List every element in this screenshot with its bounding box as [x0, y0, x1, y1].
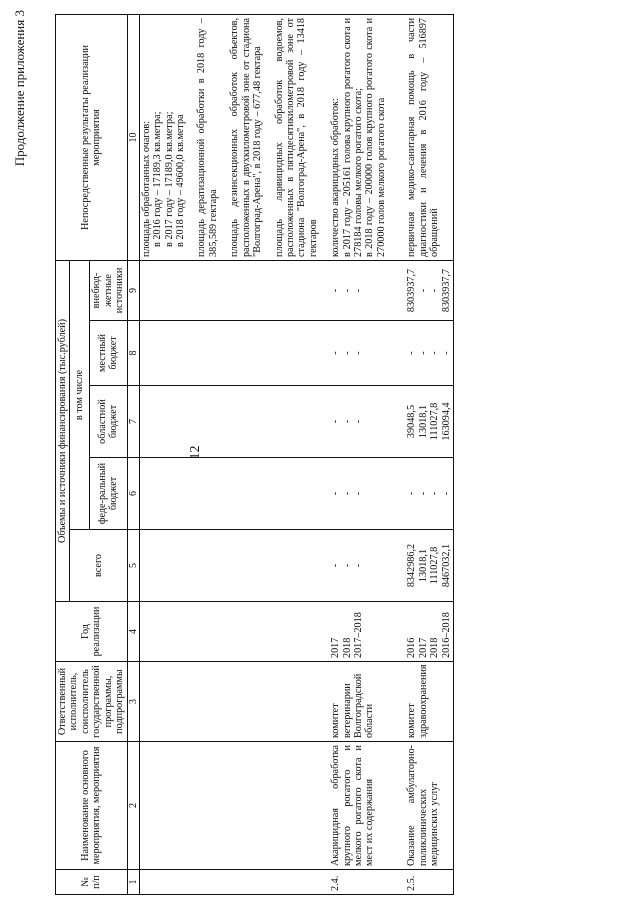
local-values: - - - -	[398, 321, 453, 386]
col-number: 2	[127, 742, 139, 870]
row-number: 2.4.	[320, 870, 398, 895]
result-text: площадь дератизационной обработки в 2018 году – 385,589 гектара	[196, 17, 219, 257]
result-text: в 2017 году – 17189,0 кв.метра;	[163, 111, 175, 247]
result-cell	[320, 14, 398, 260]
col-number: 9	[127, 260, 139, 320]
table-row	[320, 14, 398, 894]
col-number: 5	[127, 530, 139, 602]
activity-name: Оказание амбулаторно-поликлинических медицинских услуг	[398, 742, 453, 870]
header-executor: Ответственный исполнитель, соисполнитель государственной программы, подпрограммы	[56, 662, 128, 742]
program-table	[55, 14, 454, 895]
result-text: в 2016 году – 17189,3 кв.метра;	[152, 111, 164, 247]
continuation-label: Продолжение приложения 3	[12, 10, 27, 167]
federal-values: - - -	[320, 458, 398, 530]
executor: комитет здравоохранения	[398, 662, 453, 742]
regional-values: - - -	[320, 386, 398, 458]
total-values: 8342986,2 13018,1 111027,8 8467032,1	[398, 530, 453, 602]
activity-name: Акарицидная обработка крупного рогатого и мелкого рогатого скота и мест их содержания	[320, 742, 398, 870]
result-text: количество акарицидных обработок:	[330, 98, 342, 257]
result-text: площадь ларвицидных обработок водоемов, расположенных в пятидесятикилометровой зоне от стадиона "Волгоград-Арена", в 2018 году – 13418 гектаров	[273, 17, 319, 257]
table-row	[398, 14, 453, 894]
years: 2016 2017 2018 2016–2018	[398, 602, 453, 662]
header-federal: феде-ральный бюджет	[90, 458, 127, 530]
header-result: Непосредственные результаты реализации мероприятия	[56, 14, 128, 260]
header-regional: областной бюджет	[90, 386, 127, 458]
header-funding: Объемы и источники финансирования (тыс.рублей)	[56, 260, 70, 601]
col-number: 7	[127, 386, 139, 458]
federal-values: - - - -	[398, 458, 453, 530]
col-number: 3	[127, 662, 139, 742]
result-text: в 2018 году – 49600,0 кв.метра	[174, 114, 186, 247]
col-number: 6	[127, 458, 139, 530]
result-text: площадь дезинсекционных обработок объектов, расположенных в двухкилометровой зоне от стадиона "Волгоград-Арена", в 2018 году – 677,48 гектара	[229, 17, 264, 257]
table-row	[139, 14, 320, 894]
local-values: - - -	[320, 321, 398, 386]
page-number: 12	[188, 445, 203, 460]
result-text: площадь обработанных очагов:	[140, 120, 152, 257]
header-local: местный бюджет	[90, 321, 127, 386]
extrabudget-values: 8303937,7 - - 8303937,7	[398, 260, 453, 320]
header-including: в том числе	[70, 260, 90, 529]
col-number: 8	[127, 321, 139, 386]
header-num: № п/п	[56, 870, 128, 895]
row-number: 2.5.	[398, 870, 453, 895]
total-values: - - -	[320, 530, 398, 602]
executor: комитет ветеринарии Волгоградской области	[320, 662, 398, 742]
col-number: 10	[127, 14, 139, 260]
header-name: Наименование основного мероприятия, мероприятия	[56, 742, 128, 870]
result-text: в 2017 году – 205161 голова крупного рогатого скота и 278184 головы мелкого рогатого скота;	[341, 17, 365, 257]
header-extrabudget: внебюд-жетные источники	[90, 260, 127, 320]
col-number: 1	[127, 870, 139, 895]
result-text: в 2018 году – 200000 голов крупного рогатого скота и 270000 голов мелкого рогатого скота	[364, 17, 387, 257]
extrabudget-values: - - -	[320, 260, 398, 320]
regional-values: 39048,5 13018,1 111027,8 163094,4	[398, 386, 453, 458]
years: 2017 2018 2017–2018	[320, 602, 398, 662]
header-total: всего	[70, 530, 127, 602]
result-cell: первичная медико-санитарная помощь в части диагностики и лечения в 2016 году – 516897 обращений	[398, 14, 453, 260]
result-cell	[139, 14, 320, 260]
col-number: 4	[127, 602, 139, 662]
header-year: Год реализации	[56, 602, 128, 662]
